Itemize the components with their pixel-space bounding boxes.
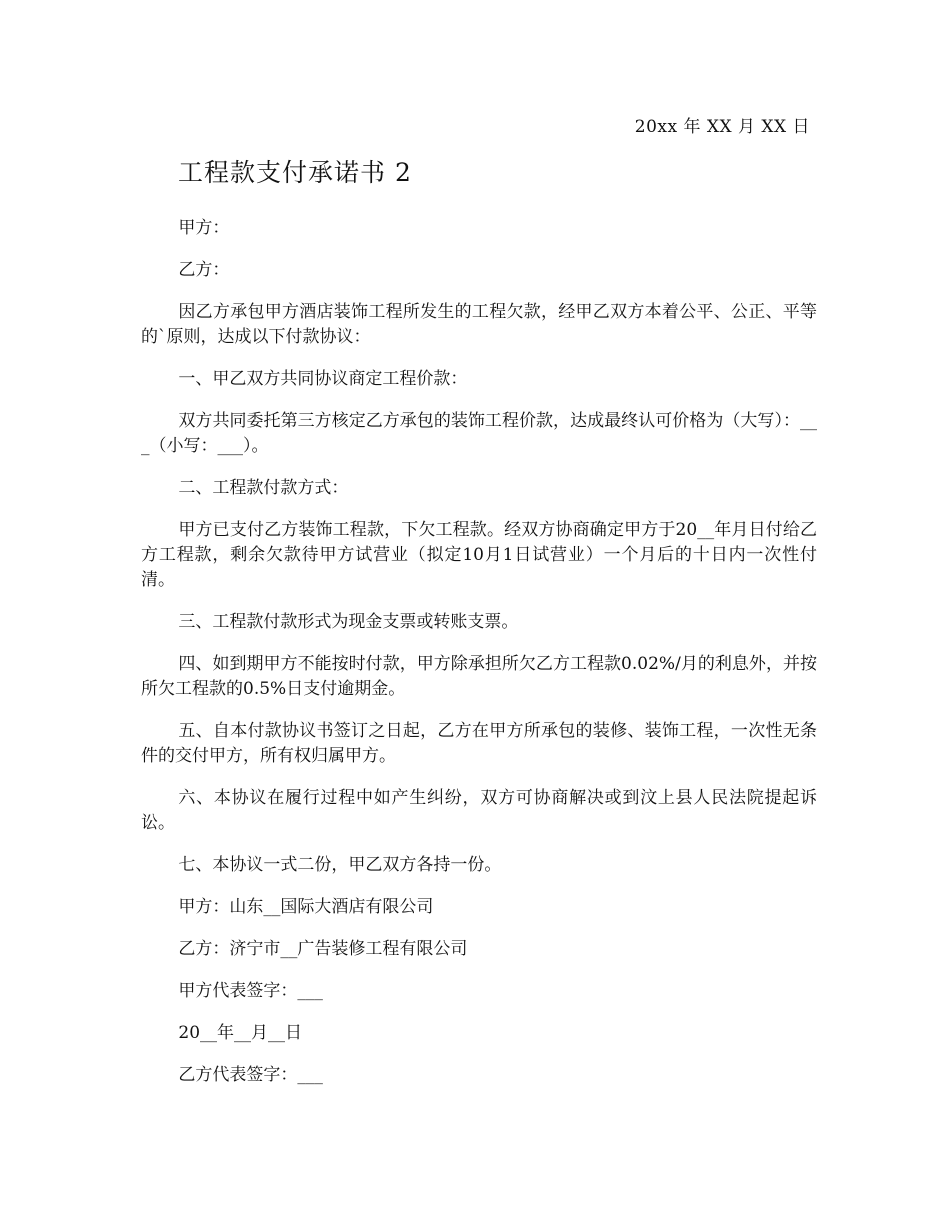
- document-body: [141, 216, 817, 1105]
- signature-party-a-rep: 甲方代表签字：___: [178, 981, 323, 1001]
- paragraph-clause-1-heading: 一、甲乙双方共同协议商定工程价款：: [178, 369, 468, 389]
- paragraph-clause-2-heading: 二、工程款付款方式：: [178, 478, 349, 498]
- document-title: 工程款支付承诺书 2: [178, 158, 412, 187]
- paragraph-clause-5: 五、自本付款协议书签订之日起，乙方在甲方所承包的装修、装饰工程，一次性无条件的交付甲方，所有权归属甲方。: [141, 721, 817, 766]
- paragraph-intro: 因乙方承包甲方酒店装饰工程所发生的工程欠款，经甲乙双方本着公平、公正、平等的`原则，达成以下付款协议：: [141, 302, 817, 347]
- signature-date: 20__年__月__日: [178, 1023, 303, 1043]
- paragraph-party-b: 乙方：: [178, 260, 230, 280]
- paragraph-clause-7: 七、本协议一式二份，甲乙双方各持一份。: [178, 855, 502, 875]
- paragraph-clause-2-text: 甲方已支付乙方装饰工程款，下欠工程款。经双方协商确定甲方于20__年月日付给乙方工程款，剩余欠款待甲方试营业（拟定10月1日试营业）一个月后的十日内一次性付清。: [141, 520, 817, 590]
- signature-party-b-rep: 乙方代表签字：___: [178, 1065, 323, 1085]
- signature-party-b-name: 乙方：济宁市__广告装修工程有限公司: [178, 939, 468, 959]
- document-date: 20xx 年 XX 月 XX 日: [634, 117, 810, 137]
- paragraph-party-a: 甲方：: [178, 218, 230, 238]
- signature-party-a-name: 甲方：山东__国际大酒店有限公司: [178, 897, 434, 917]
- paragraph-clause-4: 四、如到期甲方不能按时付款，甲方除承担所欠乙方工程款0.02%/月的利息外，并按所欠工程款的0.5%日支付逾期金。: [141, 654, 817, 699]
- paragraph-clause-3: 三、工程款付款形式为现金支票或转账支票。: [178, 612, 519, 632]
- paragraph-clause-6: 六、本协议在履行过程中如产生纠纷，双方可协商解决或到汶上县人民法院提起诉讼。: [141, 788, 817, 833]
- paragraph-clause-1-text: 双方共同委托第三方核定乙方承包的装饰工程价款，达成最终认可价格为（大写）：___（小写：___）。: [141, 411, 817, 456]
